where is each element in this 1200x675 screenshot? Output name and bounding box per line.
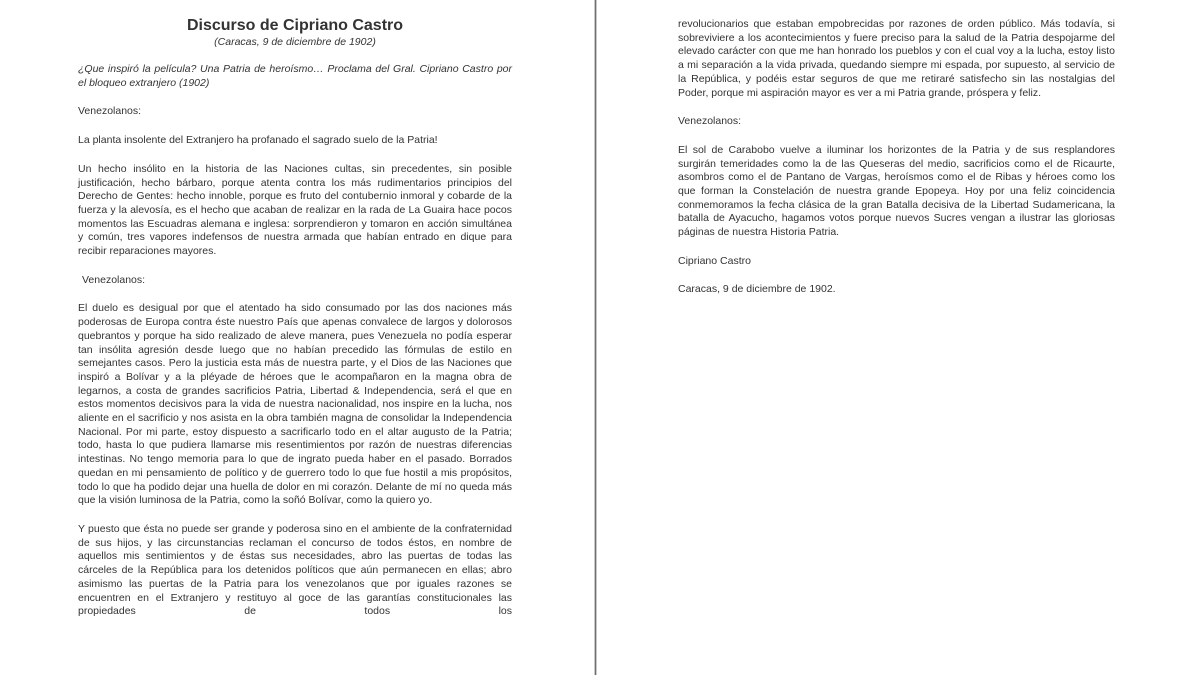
paragraph-revolucionarios: revolucionarios que estaban empobrecidas por razones de orden público. Más todavía, si sobreviviere a los acontecimientos y fuere preciso para la salud de la Patria despojarme del elevado carácter con que me han honrado los pueblos y con el cual voy a la lucha, estoy listo a mi separación a la vida privada, quedando siempre mi espada, por supuesto, al servicio de la República, y podéis estar seguros de que me retiraré satisfecho sin las nostalgias del Poder, porque mi aspiración mayor es ver a mi Patria grande, próspera y feliz. — [678, 18, 1115, 99]
paragraph-un-hecho: Un hecho insólito en la historia de las Naciones cultas, sin precedentes, sin posible justificación, hecho bárbaro, porque atenta contra los más rudimentarios principios del Derecho de Gentes: hecho innoble, porque es fruto del contubernio inmoral y cobarde de la fuerza y la alevosía, es el hecho que acaban de realizar en la rada de La Guaira hace pocos momentos las Escuadras alemana e inglesa: sorprendieron y tomaron en acción simultánea y común, tres vapores indefensos de nuestra armada que habían entrado en dique para recibir reparaciones mayores. — [78, 162, 512, 258]
document-title: Discurso de Cipriano Castro — [186, 17, 404, 34]
paragraph-el-sol: El sol de Carabobo vuelve a iluminar los horizontes de la Patria y de sus resplandores surgirán temeridades como la de las Queseras del medio, sacrificios como el de Ricaurte, asombros como el de Pantano de Vargas, heroísmos como el de Ribas y héroes como los que forman la Constelación de nuestra grande Epopeya. Hoy por una feliz coincidencia conmemoramos la fecha clásica de la gran Batalla decisiva de la Libertad Sudamericana, la batalla de Ayacucho, hagamos votos porque nuevos Sucres vengan a ilustrar las gloriosas páginas de nuestra Historia Patria. — [678, 143, 1115, 239]
paragraph-y-puesto: Y puesto que ésta no puede ser grande y poderosa sino en el ambiente de la confraternidad de sus hijos, y las circunstancias reclaman el concurso de todos éstos, en nombre de aquellos mis sentimientos y de éstas sus necesidades, abro las puertas de todas las cárceles de la República para los detenidos políticos que aún permanecen en ellas; abro asimismo las puertas de la Patria para los venezolanos que por iguales razones se encuentren en el Extranjero y restituyo al goce de las garantías constitucionales las propiedades de todos los — [78, 522, 512, 618]
paragraph-opening: La planta insolente del Extranjero ha profanado el sagrado suelo de la Patria! — [78, 134, 438, 147]
salutation-1: Venezolanos: — [78, 105, 142, 118]
page-divider — [594, 0, 597, 675]
page-left — [78, 0, 512, 619]
dateline: Caracas, 9 de diciembre de 1902. — [678, 282, 836, 295]
page-right — [678, 0, 1115, 296]
salutation-3: Venezolanos: — [678, 115, 742, 128]
document-subtitle: (Caracas, 9 de diciembre de 1902) — [214, 36, 376, 48]
salutation-2: Venezolanos: — [82, 273, 146, 286]
paragraph-el-duelo: El duelo es desigual por que el atentado ha sido consumado por las dos naciones más poderosas de Europa contra éste nuestro País que apenas convalece de largos y dolorosos quebrantos y porque ha sido realizado de aleve manera, pues Venezuela no podía esperar tan insólita agresión desde luego que no habían precedido las fórmulas de estilo en semejantes casos. Pero la justicia esta más de nuestra parte, y el Dios de las Naciones que inspiró a Bolívar y a la pléyade de héroes que le acompañaron en la magna obra de legarnos, a costa de grandes sacrificios Patria, Libertad & Independencia, será el que en estos momentos decisivos para la vida de nuestra nacionalidad, nos inspire en la lucha, nos aliente en el sacrificio y nos asista en la obra también magna de consolidar la Independencia Nacional. Por mi parte, estoy dispuesto a sacrificarlo todo en el altar augusto de la Patria; todo, hasta lo que pudiera llamarse mis resentimientos por razón de nuestras diferencias intestinas. No tengo memoria para lo que de ingrato pueda haber en el pasado. Borrados quedan en mi pensamiento de político y de guerrero todo lo que fue hostil a mis propósitos, todo lo que ha podido dejar una huella de dolor en mi corazón. Delante de mí no queda más que la visión luminosa de la Patria, como la soñó Bolívar, como la quiero yo. — [78, 302, 512, 507]
intro-paragraph: ¿Que inspiró la película? Una Patria de heroísmo… Proclama del Gral. Cipriano Castro por el bloqueo extranjero (1902) — [78, 63, 512, 89]
signature: Cipriano Castro — [678, 254, 751, 267]
